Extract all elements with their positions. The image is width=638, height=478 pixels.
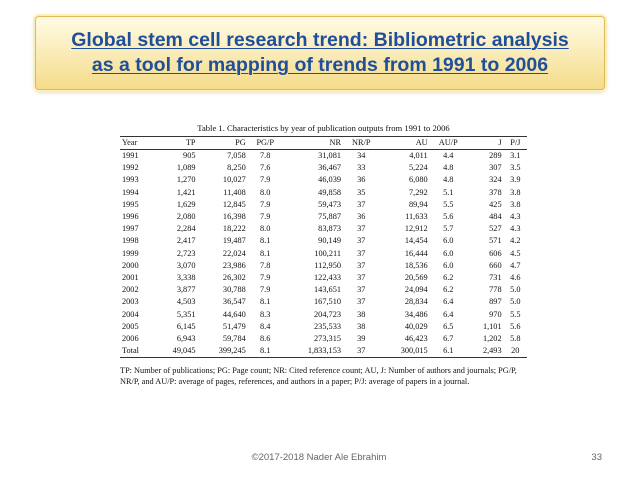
table-container — [120, 123, 527, 387]
cell-tp: 6,145 — [176, 321, 196, 331]
cell-nr: 273,315 — [314, 334, 341, 344]
cell-pg-p: 7.9 — [260, 285, 271, 295]
cell-nr: 46,039 — [318, 175, 341, 185]
cell-nr-p: 37 — [357, 248, 366, 258]
table-row — [120, 309, 527, 321]
cell-au-p: 6.0 — [443, 236, 454, 246]
cell-nr: 122,433 — [314, 273, 341, 283]
cell-au: 6,080 — [409, 175, 428, 185]
cell-pg-p: 7.8 — [260, 260, 271, 270]
col-header-au-p: AU/P — [430, 137, 467, 150]
cell-nr-p: 37 — [357, 236, 366, 246]
cell-j: 378 — [489, 187, 502, 197]
table-row — [120, 345, 527, 358]
cell-pg: 8,250 — [227, 163, 246, 173]
cell-au-p: 6.0 — [443, 248, 454, 258]
col-header-year: Year — [120, 137, 154, 150]
cell-au-p: 6.5 — [443, 321, 454, 331]
cell-pg: 10,027 — [222, 175, 246, 185]
cell-j: 307 — [489, 163, 502, 173]
cell-year: 1997 — [122, 224, 139, 234]
cell-year: 2005 — [122, 321, 139, 331]
cell-au-p: 5.1 — [443, 187, 454, 197]
cell-nr-p: 37 — [357, 224, 366, 234]
footer-credit: ©2017-2018 Nader Ale Ebrahim — [251, 452, 387, 463]
cell-pg-p: 7.9 — [260, 175, 271, 185]
cell-au-p: 5.5 — [443, 199, 454, 209]
cell-j: 484 — [489, 212, 502, 222]
table-header-row — [120, 137, 527, 150]
cell-nr-p: 37 — [357, 273, 366, 283]
table-row — [120, 211, 527, 223]
cell-au: 300,015 — [379, 345, 429, 358]
cell-nr-p: 37 — [357, 297, 366, 307]
cell-au: 14,454 — [404, 236, 428, 246]
col-header-nr: NR — [283, 137, 343, 150]
cell-tp: 6,943 — [176, 334, 196, 344]
cell-au-p: 4.8 — [443, 175, 454, 185]
cell-j: 571 — [489, 236, 502, 246]
table-row — [120, 150, 527, 163]
cell-pg-p: 8.0 — [260, 224, 271, 234]
cell-year: 1993 — [122, 175, 139, 185]
cell-au-p: 6.2 — [443, 285, 454, 295]
cell-pg: 16,398 — [222, 212, 246, 222]
cell-p-j: 5.5 — [510, 309, 521, 319]
cell-tp: 5,351 — [176, 309, 196, 319]
table-row — [120, 174, 527, 186]
table-row — [120, 260, 527, 272]
cell-j: 425 — [489, 199, 502, 209]
col-header-j: J — [467, 137, 504, 150]
cell-nr-p: 35 — [357, 187, 366, 197]
cell-tp: 2,284 — [176, 224, 196, 234]
cell-p-j: 4.5 — [510, 248, 521, 258]
cell-nr-p: 38 — [357, 309, 366, 319]
cell-pg: 59,784 — [222, 334, 246, 344]
cell-pg: 30,788 — [222, 285, 246, 295]
cell-tp: 905 — [183, 151, 196, 160]
cell-nr: 204,723 — [314, 309, 341, 319]
cell-au: 4,011 — [409, 151, 428, 160]
cell-pg-p: 8.1 — [260, 236, 271, 246]
cell-pg: 19,487 — [222, 236, 246, 246]
cell-j: 1,202 — [482, 334, 502, 344]
col-header-p-j: P/J — [504, 137, 527, 150]
cell-pg-p: 8.1 — [248, 345, 283, 358]
table-row — [120, 162, 527, 174]
cell-pg: 18,222 — [222, 224, 246, 234]
cell-nr: 100,211 — [314, 248, 341, 258]
cell-au: 16,444 — [404, 248, 428, 258]
cell-nr: 49,858 — [318, 187, 341, 197]
cell-j: 1,101 — [482, 321, 502, 331]
cell-pg-p: 8.0 — [260, 187, 271, 197]
cell-au-p: 6.1 — [430, 345, 467, 358]
cell-pg-p: 8.3 — [260, 309, 271, 319]
cell-p-j: 3.9 — [510, 175, 521, 185]
cell-tp: 1,089 — [176, 163, 196, 173]
cell-pg-p: 8.4 — [260, 321, 271, 331]
cell-pg: 36,547 — [222, 297, 246, 307]
cell-au: 20,569 — [404, 273, 428, 283]
cell-j: 778 — [489, 285, 502, 295]
cell-j: 527 — [489, 224, 502, 234]
cell-year: 1991 — [122, 151, 139, 160]
cell-tp: 3,877 — [176, 285, 196, 295]
cell-p-j: 3.8 — [510, 187, 521, 197]
cell-pg: 22,024 — [222, 248, 246, 258]
publication-table — [120, 136, 527, 358]
table-row — [120, 199, 527, 211]
cell-p-j: 3.1 — [510, 151, 521, 160]
cell-au: 46,423 — [404, 334, 428, 344]
cell-au-p: 6.2 — [443, 273, 454, 283]
cell-year: 2006 — [122, 334, 139, 344]
cell-pg-p: 7.8 — [260, 151, 271, 160]
cell-nr: 83,873 — [318, 224, 341, 234]
table-row — [120, 272, 527, 284]
cell-tp: 3,338 — [176, 273, 196, 283]
slide-title — [71, 28, 568, 78]
cell-pg: 12,845 — [222, 199, 246, 209]
col-header-au: AU — [379, 137, 429, 150]
cell-au-p: 4.8 — [443, 163, 454, 173]
cell-nr-p: 37 — [357, 260, 366, 270]
page-number: 33 — [591, 452, 602, 463]
cell-year: 1999 — [122, 248, 139, 258]
cell-j: 606 — [489, 248, 502, 258]
table-row — [120, 284, 527, 296]
cell-tp: 2,417 — [176, 236, 196, 246]
cell-nr: 143,651 — [314, 285, 341, 295]
cell-au: 11,633 — [405, 212, 428, 222]
cell-nr: 90,149 — [318, 236, 341, 246]
col-header-pg: PG — [198, 137, 248, 150]
table-row — [120, 333, 527, 345]
cell-p-j: 3.8 — [510, 199, 521, 209]
cell-j: 324 — [489, 175, 502, 185]
col-header-pg-p: PG/P — [248, 137, 283, 150]
cell-au-p: 5.6 — [443, 212, 454, 222]
cell-tp: 1,421 — [176, 187, 196, 197]
slide-title-box — [35, 16, 605, 90]
cell-nr-p: 37 — [357, 285, 366, 295]
cell-p-j: 4.2 — [510, 236, 521, 246]
cell-au-p: 5.7 — [443, 224, 454, 234]
cell-j: 731 — [489, 273, 502, 283]
cell-year: 1994 — [122, 187, 139, 197]
cell-nr: 75,887 — [318, 212, 341, 222]
col-header-tp: TP — [154, 137, 198, 150]
cell-nr-p: 36 — [357, 175, 366, 185]
cell-pg: 23,986 — [222, 260, 246, 270]
table-row — [120, 296, 527, 308]
table-row — [120, 223, 527, 235]
table-body — [120, 150, 527, 358]
cell-pg-p: 8.1 — [260, 297, 271, 307]
cell-nr-p: 39 — [357, 334, 366, 344]
cell-tp: 3,070 — [176, 260, 196, 270]
cell-year: 2004 — [122, 309, 139, 319]
cell-au: 24,094 — [404, 285, 428, 295]
cell-au: 34,486 — [404, 309, 428, 319]
cell-pg-p: 7.9 — [260, 212, 271, 222]
cell-au: 5,224 — [409, 163, 428, 173]
cell-year: 2001 — [122, 273, 139, 283]
cell-p-j: 5.0 — [510, 285, 521, 295]
cell-pg: 26,302 — [222, 273, 246, 283]
cell-tp: 2,723 — [176, 248, 196, 258]
cell-p-j: 3.5 — [510, 163, 521, 173]
cell-nr: 167,510 — [314, 297, 341, 307]
cell-j: 289 — [489, 151, 502, 160]
cell-pg: 399,245 — [198, 345, 248, 358]
cell-tp: 2,080 — [176, 212, 196, 222]
cell-year: 2003 — [122, 297, 139, 307]
cell-pg-p: 8.6 — [260, 334, 271, 344]
cell-nr-p: 34 — [357, 151, 366, 160]
cell-pg: 7,058 — [227, 151, 246, 160]
cell-pg-p: 8.1 — [260, 248, 271, 258]
cell-year: 1996 — [122, 212, 139, 222]
slide-title-line-1: Global stem cell research trend: Bibliometric analysis — [71, 29, 569, 51]
cell-nr-p: 36 — [357, 212, 366, 222]
slide-title-line-2: as a tool for mapping of trends from 1991 to 2006 — [91, 54, 549, 76]
cell-nr-p: 33 — [357, 163, 366, 173]
cell-nr-p: 37 — [357, 199, 366, 209]
table-row — [120, 235, 527, 247]
cell-p-j: 20 — [504, 345, 527, 358]
cell-nr: 112,950 — [314, 260, 341, 270]
cell-nr-p: 37 — [343, 345, 379, 358]
table-row — [120, 187, 527, 199]
cell-nr: 59,473 — [318, 199, 341, 209]
cell-year: 2000 — [122, 260, 139, 270]
cell-nr: 36,467 — [318, 163, 341, 173]
cell-j: 660 — [489, 260, 502, 270]
cell-p-j: 4.3 — [510, 224, 521, 234]
table-notes: TP: Number of publications; PG: Page count; NR: Cited reference count; AU, J: Number of authors and journals; PG/P, NR/P, and AU/P: average of pages, references, and authors in a paper; P/J: average of papers in a journal. — [120, 366, 517, 387]
cell-p-j: 4.3 — [510, 212, 521, 222]
cell-year: 1992 — [122, 163, 139, 173]
cell-j: 2,493 — [467, 345, 504, 358]
cell-tp: 1,629 — [176, 199, 196, 209]
cell-nr: 235,533 — [314, 321, 341, 331]
cell-nr: 31,081 — [318, 151, 341, 160]
cell-tp: 1,270 — [176, 175, 196, 185]
cell-nr-p: 38 — [357, 321, 366, 331]
cell-au: 28,834 — [404, 297, 428, 307]
cell-pg: 11,408 — [223, 187, 246, 197]
cell-p-j: 5.8 — [510, 334, 521, 344]
cell-au-p: 6.7 — [443, 334, 454, 344]
cell-j: 897 — [489, 297, 502, 307]
cell-au: 18,536 — [404, 260, 428, 270]
cell-au: 7,292 — [409, 187, 428, 197]
cell-au-p: 6.0 — [443, 260, 454, 270]
cell-p-j: 5.6 — [510, 321, 521, 331]
col-header-nr-p: NR/P — [343, 137, 379, 150]
cell-year: Total — [120, 345, 154, 358]
cell-j: 970 — [489, 309, 502, 319]
cell-au-p: 6.4 — [443, 309, 454, 319]
cell-pg-p: 7.9 — [260, 273, 271, 283]
table-caption: Table 1. Characteristics by year of publication outputs from 1991 to 2006 — [197, 123, 450, 133]
cell-tp: 49,045 — [154, 345, 198, 358]
cell-year: 1998 — [122, 236, 139, 246]
cell-pg: 44,640 — [222, 309, 246, 319]
cell-p-j: 5.0 — [510, 297, 521, 307]
cell-au: 40,029 — [404, 321, 428, 331]
cell-tp: 4,503 — [176, 297, 196, 307]
cell-au-p: 4.4 — [443, 151, 454, 160]
cell-p-j: 4.6 — [510, 273, 521, 283]
cell-pg-p: 7.6 — [260, 163, 271, 173]
table-row — [120, 321, 527, 333]
cell-pg-p: 7.9 — [260, 199, 271, 209]
cell-p-j: 4.7 — [510, 260, 521, 270]
cell-au: 89,94 — [409, 199, 428, 209]
cell-nr: 1,833,153 — [283, 345, 343, 358]
cell-year: 1995 — [122, 199, 139, 209]
cell-year: 2002 — [122, 285, 139, 295]
cell-pg: 51,479 — [222, 321, 246, 331]
table-row — [120, 248, 527, 260]
cell-au-p: 6.4 — [443, 297, 454, 307]
cell-au: 12,912 — [404, 224, 428, 234]
